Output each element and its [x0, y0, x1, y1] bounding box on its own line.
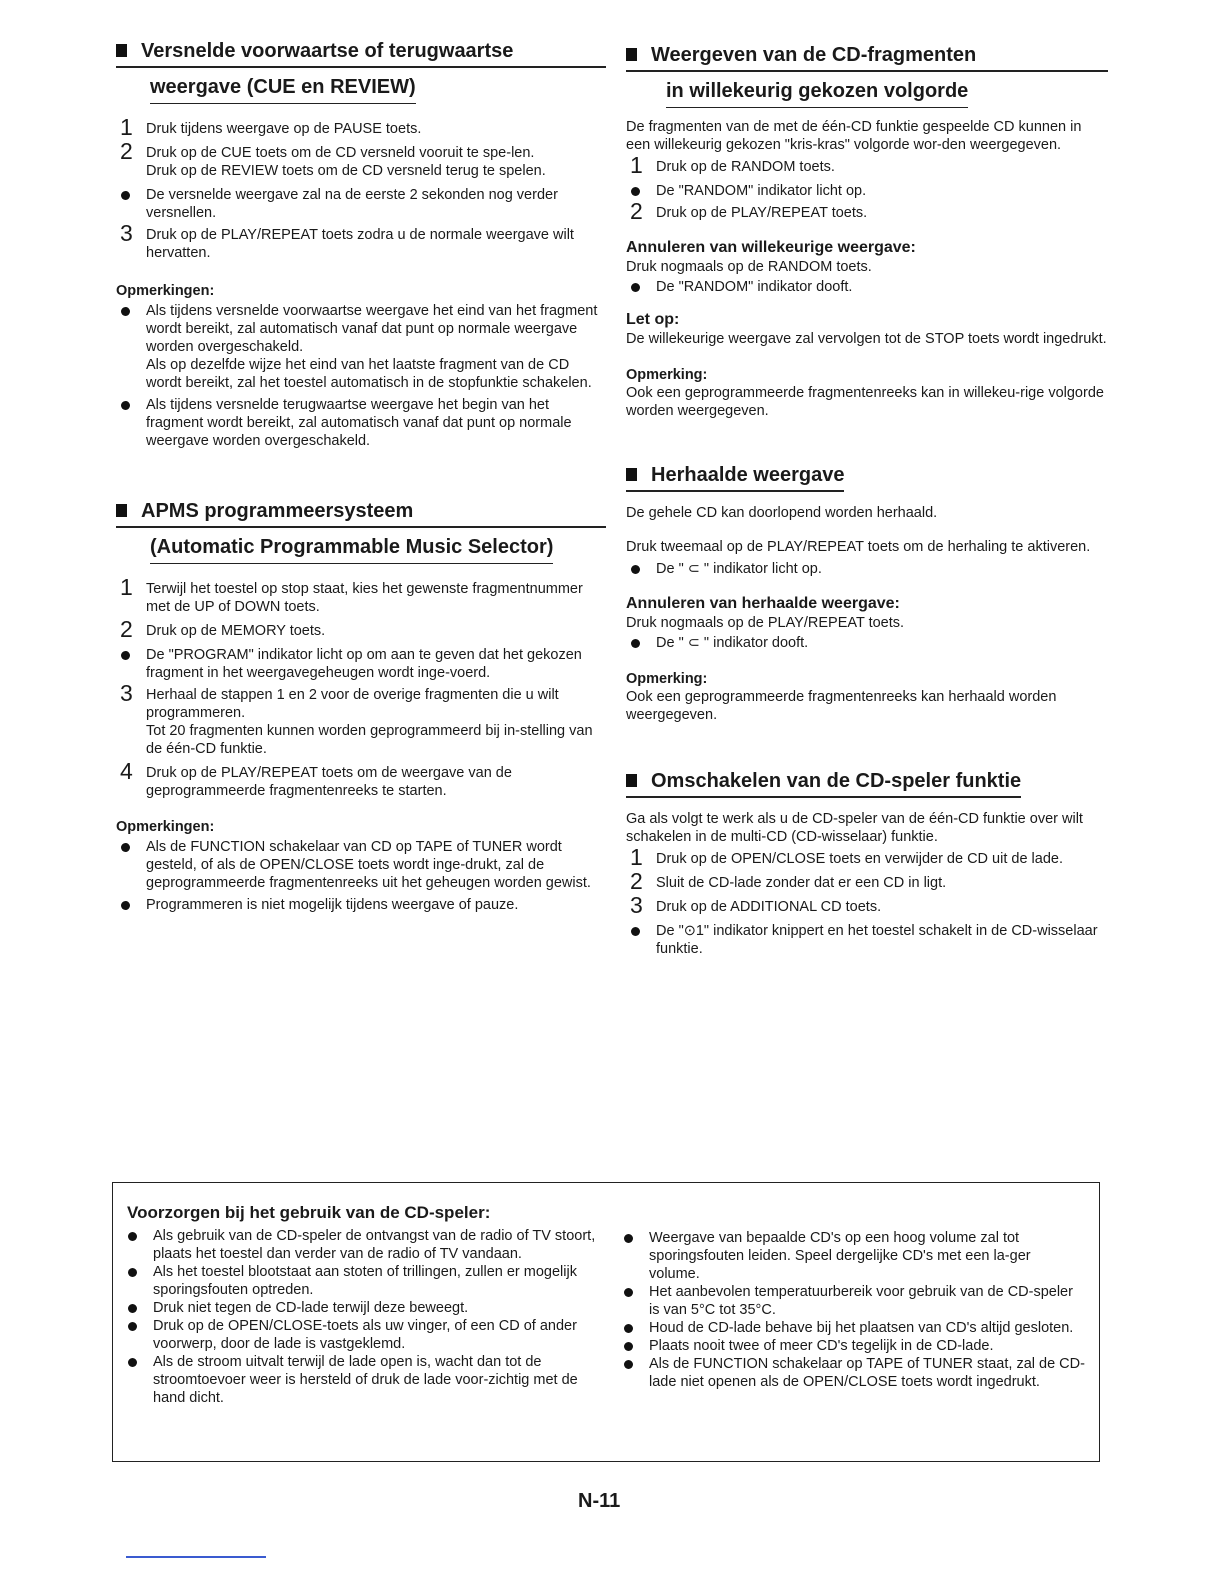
precaution-item: Als het toestel blootstaat aan stoten of trillingen, zullen er mogelijk sporingsfouten optreden.: [123, 1263, 599, 1299]
bullet-dot-icon: [121, 843, 130, 852]
section-heading-switch: [626, 768, 1108, 798]
paragraph: Druk tweemaal op de PLAY/REPEAT toets om de herhaling te aktiveren.: [626, 539, 1091, 555]
step-2: 2 Druk op de CUE toets om de CD versneld vooruit te spe-len. Druk op de REVIEW toets om de CD versneld terug te spelen.: [120, 138, 546, 179]
bullet-item: De " ⊂ " indikator licht op.: [626, 560, 1108, 578]
bullet-dot-icon: [631, 187, 640, 196]
step-2: 2 Druk op de PLAY/REPEAT toets.: [630, 198, 868, 224]
bullet-dot-icon: [128, 1322, 137, 1331]
section-heading-apms: [116, 498, 606, 564]
step-4: 4 Druk op de PLAY/REPEAT toets om de weergave van de geprogrammeerde fragmentenreeks te starten.: [120, 758, 512, 799]
precaution-item: Plaats nooit twee of meer CD's tegelijk in de CD-lade.: [619, 1337, 1085, 1355]
notes-title: Opmerkingen:: [116, 819, 215, 835]
square-bullet-icon: [626, 468, 637, 481]
precaution-item: Als gebruik van de CD-speler de ontvangst van de radio of TV stoort, plaats het toestel dan verder van de radio of TV vandaan.: [123, 1227, 599, 1263]
section-heading-repeat: [626, 462, 1108, 492]
precaution-item: Druk op de OPEN/CLOSE-toets als uw vinger, of een CD of ander voorwerp, door de lade is vastgeklemd.: [123, 1317, 599, 1353]
heading-line-2: in willekeurig gekozen volgorde: [666, 72, 968, 108]
heading-line-1: Weergeven van de CD-fragmenten: [651, 44, 977, 66]
heading-line-1: Versnelde voorwaartse of terugwaartse: [141, 40, 514, 62]
precaution-item: Als de stroom uitvalt terwijl de lade open is, wacht dan tot de stroomtoevoer weer is hersteld of druk de lade voor-zichtig met de hand dicht.: [123, 1353, 599, 1407]
paragraph: Druk nogmaals op de PLAY/REPEAT toets.: [626, 615, 905, 631]
bullet-dot-icon: [128, 1268, 137, 1277]
bullet-item: De "RANDOM" indikator dooft.: [626, 278, 1108, 296]
subheading: Annuleren van herhaalde weergave:: [626, 595, 900, 612]
notes-title: Opmerkingen:: [116, 283, 215, 299]
heading-line-2: weergave (CUE en REVIEW): [150, 68, 416, 104]
left-column: [116, 38, 606, 918]
step-3: 3 Herhaal de stappen 1 en 2 voor de overige fragmenten die u wilt programmeren. Tot 20 fragmenten kunnen worden geprogrammeerd bij in-stelling van de één-CD funktie.: [120, 680, 593, 757]
bullet-item: De "RANDOM" indikator licht op.: [626, 182, 1108, 200]
square-bullet-icon: [116, 504, 127, 517]
bullet-dot-icon: [624, 1234, 633, 1243]
bullet-dot-icon: [631, 639, 640, 648]
precaution-item: Als de FUNCTION schakelaar op TAPE of TUNER staat, zal de CD-lade niet openen als de OPEN/CLOSE toets wordt ingedrukt.: [619, 1355, 1085, 1391]
paragraph: Ga als volgt te werk als u de CD-speler van de één-CD funktie over wilt schakelen in de multi-CD (CD-wisselaar) funktie.: [626, 811, 1083, 845]
bullet-dot-icon: [624, 1360, 633, 1369]
section-heading-random: [626, 42, 1108, 108]
right-column: [626, 42, 1108, 962]
paragraph: De willekeurige weergave zal vervolgen tot de STOP toets wordt ingedrukt.: [626, 331, 1107, 347]
subheading: Annuleren van willekeurige weergave:: [626, 239, 916, 256]
precautions-title: Voorzorgen bij het gebruik van de CD-speler:: [127, 1203, 491, 1222]
heading-line-1: APMS programmeersysteem: [141, 500, 414, 522]
square-bullet-icon: [626, 774, 637, 787]
heading-line-1: Herhaalde weergave: [651, 464, 845, 486]
bullet-dot-icon: [128, 1304, 137, 1313]
paragraph: Ook een geprogrammeerde fragmentenreeks kan herhaald worden weergegeven.: [626, 689, 1057, 723]
precaution-item: Het aanbevolen temperatuurbereik voor gebruik van de CD-speler is van 5°C tot 35°C.: [619, 1283, 1085, 1319]
bullet-dot-icon: [624, 1324, 633, 1333]
square-bullet-icon: [626, 48, 637, 61]
paragraph: De fragmenten van de met de één-CD funktie gespeelde CD kunnen in een willekeurig gekozen "kris-kras" volgorde wor-den weergegeven.: [626, 119, 1082, 153]
bullet-dot-icon: [128, 1232, 137, 1241]
bullet-item: De versnelde weergave zal na de eerste 2 sekonden nog verder versnellen.: [116, 186, 606, 222]
precaution-item: Druk niet tegen de CD-lade terwijl deze beweegt.: [123, 1299, 599, 1317]
subheading: Let op:: [626, 311, 680, 328]
paragraph: Druk nogmaals op de RANDOM toets.: [626, 259, 872, 275]
note-title: Opmerking:: [626, 671, 708, 687]
bullet-item: De "⊙1" indikator knippert en het toestel schakelt in de CD-wisselaar funktie.: [626, 922, 1108, 958]
bullet-dot-icon: [121, 651, 130, 660]
step-1: 1 Druk op de RANDOM toets.: [630, 152, 835, 178]
step-3: 3 Druk op de PLAY/REPEAT toets zodra u de normale weergave wilt hervatten.: [120, 220, 574, 261]
heading-line-1: Omschakelen van de CD-speler funktie: [651, 770, 1022, 792]
step-1: 1 Terwijl het toestel op stop staat, kies het gewenste fragmentnummer met de UP of DOWN toets.: [120, 574, 583, 615]
bullet-dot-icon: [121, 307, 130, 316]
bullet-dot-icon: [128, 1358, 137, 1367]
bullet-item: De "PROGRAM" indikator licht op om aan te geven dat het gekozen fragment in het weergavegeheugen wordt inge-voerd.: [116, 646, 606, 682]
step-1: 1 Druk tijdens weergave op de PAUSE toets.: [120, 114, 422, 140]
note-item: Als de FUNCTION schakelaar van CD op TAPE of TUNER wordt gesteld, of als de OPEN/CLOSE toets wordt inge-drukt, zal de geprogrammeerde fragmentenreeks uit het geheugen worden gewist.: [116, 838, 606, 892]
precautions-left-list: [123, 1227, 599, 1407]
step-1: 1 Druk op de OPEN/CLOSE toets en verwijder de CD uit de lade.: [630, 844, 1063, 870]
step-2: 2 Sluit de CD-lade zonder dat er een CD in ligt.: [630, 868, 947, 894]
square-bullet-icon: [116, 44, 127, 57]
paragraph: Ook een geprogrammeerde fragmentenreeks kan in willekeu-rige volgorde worden weergegeven.: [626, 385, 1104, 419]
bullet-dot-icon: [631, 283, 640, 292]
bullet-dot-icon: [631, 927, 640, 936]
bullet-dot-icon: [121, 401, 130, 410]
note-item: Programmeren is niet mogelijk tijdens weergave of pauze.: [116, 896, 606, 914]
heading-line-2: (Automatic Programmable Music Selector): [150, 528, 553, 564]
bullet-dot-icon: [624, 1342, 633, 1351]
bullet-item: De " ⊂ " indikator dooft.: [626, 634, 1108, 652]
precautions-right-list: [619, 1229, 1085, 1391]
precautions-box: [112, 1182, 1100, 1462]
paragraph: De gehele CD kan doorlopend worden herhaald.: [626, 505, 938, 521]
bullet-dot-icon: [121, 191, 130, 200]
precaution-item: Weergave van bepaalde CD's op een hoog volume zal tot sporingsfouten leiden. Speel dergelijke CD's met een la-ger volume.: [619, 1229, 1085, 1283]
step-2: 2 Druk op de MEMORY toets.: [120, 616, 326, 642]
note-title: Opmerking:: [626, 367, 708, 383]
bottom-divider: [126, 1556, 266, 1558]
page-number: N-11: [578, 1490, 621, 1512]
note-item: Als tijdens versnelde terugwaartse weergave het begin van het fragment wordt bereikt, zal automatisch vanaf dat punt op normale weergave worden overgeschakeld.: [116, 396, 606, 450]
note-item: Als tijdens versnelde voorwaartse weergave het eind van het fragment wordt bereikt, zal automatisch vanaf dat punt op normale weergave worden overgeschakeld. Als op dezelfde wijze het eind van het laatste fragment van de CD wordt bereikt, zal het toestel automatisch in de stopfunktie schakelen.: [116, 302, 606, 392]
bullet-dot-icon: [121, 901, 130, 910]
step-3: 3 Druk op de ADDITIONAL CD toets.: [630, 892, 882, 918]
precaution-item: Houd de CD-lade behave bij het plaatsen van CD's altijd gesloten.: [619, 1319, 1085, 1337]
section-heading-cue-review: [116, 38, 606, 104]
bullet-dot-icon: [631, 565, 640, 574]
bullet-dot-icon: [624, 1288, 633, 1297]
